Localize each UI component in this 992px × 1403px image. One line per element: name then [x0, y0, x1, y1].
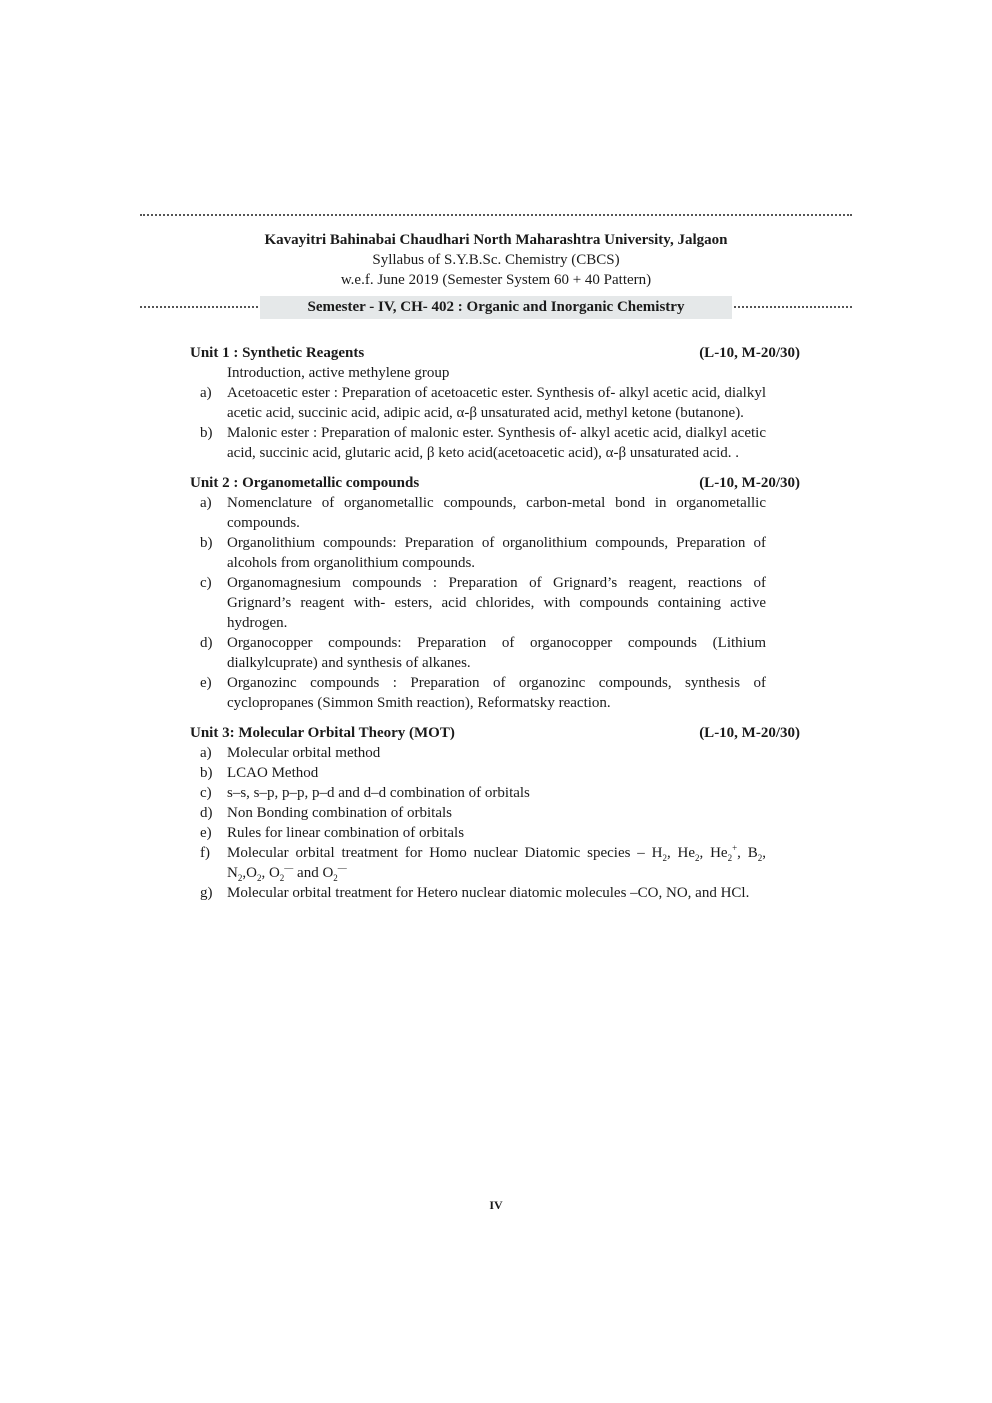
item-label: g)	[200, 885, 213, 901]
page-number: IV	[489, 1198, 503, 1212]
unit-title: Unit 3: Molecular Orbital Theory (MOT)	[190, 725, 455, 741]
unit-title: Unit 1 : Synthetic Reagents	[190, 345, 365, 361]
unit-header	[190, 723, 800, 743]
unit-title: Unit 2 : Organometallic compounds	[190, 475, 420, 491]
item-text: Non Bonding combination of orbitals	[227, 805, 452, 821]
text-segment: , He	[666, 845, 696, 861]
item-text: Molecular orbital method	[227, 745, 381, 761]
list-item	[190, 633, 800, 673]
syllabus-content	[190, 343, 800, 913]
item-label: d)	[200, 635, 213, 651]
superscript: +	[732, 843, 738, 853]
subscript: 2	[237, 873, 243, 883]
item-label: d)	[200, 805, 213, 821]
item-label: a)	[200, 495, 212, 511]
subscript: 2	[757, 853, 763, 863]
item-label: f)	[200, 845, 210, 861]
syllabus-subtitle: Syllabus of S.Y.B.Sc. Chemistry (CBCS)	[372, 252, 620, 268]
list-item	[190, 743, 800, 763]
unit-section	[190, 343, 800, 463]
unit-section	[190, 723, 800, 903]
unit-marks: (L-10, M-20/30)	[699, 345, 800, 361]
item-text: s–s, s–p, p–p, p–d and d–d combination of orbitals	[227, 785, 530, 801]
item-label: e)	[200, 825, 212, 841]
list-item	[190, 673, 800, 713]
subscript: 2	[695, 853, 700, 863]
wef-line: w.e.f. June 2019 (Semester System 60 + 40 Pattern)	[340, 272, 652, 288]
text-segment: ,O	[242, 865, 257, 881]
item-text: Rules for linear combination of orbitals	[227, 825, 465, 841]
unit-section	[190, 473, 800, 713]
unit-marks: (L-10, M-20/30)	[699, 475, 800, 491]
item-text: Organomagnesium compounds : Preparation of Grignard’s reagent, reactions of Grignard’s reagent with- esters, acid chlorides, with compounds containing active hydrogen.	[227, 575, 766, 631]
right-divider	[734, 306, 852, 308]
list-item	[190, 383, 800, 423]
item-text: Molecular orbital treatment for Hetero nuclear diatomic molecules –CO, NO, and HCl.	[227, 885, 750, 901]
list-item	[190, 783, 800, 803]
item-label: e)	[200, 675, 212, 691]
top-divider	[140, 214, 852, 216]
unit-intro: Introduction, active methylene group	[227, 365, 450, 381]
text-segment: , He	[699, 845, 728, 861]
list-item	[190, 803, 800, 823]
text-segment: , O	[261, 865, 280, 881]
unit-header	[190, 473, 800, 493]
item-label: c)	[200, 785, 212, 801]
subscript: 2	[727, 853, 733, 863]
item-label: a)	[200, 385, 212, 401]
text-segment: Molecular orbital treatment for Homo nuclear Diatomic species – H	[227, 845, 663, 861]
item-text: LCAO Method	[227, 765, 319, 781]
item-text: Organozinc compounds : Preparation of organozinc compounds, synthesis of cyclopropanes (Simmon Smith reaction), Reformatsky reaction.	[227, 675, 766, 711]
unit-header	[190, 343, 800, 363]
unit-marks: (L-10, M-20/30)	[699, 725, 800, 741]
list-item	[190, 763, 800, 783]
text-segment: and O	[293, 865, 334, 881]
item-text: Organolithium compounds: Preparation of organolithium compounds, Preparation of alcohols from organolithium compounds.	[227, 535, 766, 571]
item-text: Nomenclature of organometallic compounds, carbon-metal bond in organometallic compounds.	[227, 495, 766, 531]
university-title: Kavayitri Bahinabai Chaudhari North Maharashtra University, Jalgaon	[264, 232, 728, 248]
item-label: b)	[200, 765, 213, 781]
item-text: Organocopper compounds: Preparation of organocopper compounds (Lithium dialkylcuprate) and synthesis of alkanes.	[227, 635, 766, 671]
semester-heading: Semester - IV, CH- 402 : Organic and Inorganic Chemistry	[260, 296, 732, 319]
list-item	[190, 843, 800, 883]
list-item	[190, 823, 800, 843]
item-label: c)	[200, 575, 212, 591]
item-label: b)	[200, 425, 213, 441]
item-text: Acetoacetic ester : Preparation of acetoacetic ester. Synthesis of- alkyl acetic acid, dialkyl acetic acid, succinic acid, adipic acid, α-β unsaturated acid, methyl ketone (butanone).	[227, 385, 766, 421]
text-segment: , N	[227, 845, 766, 881]
item-text: Malonic ester : Preparation of malonic ester. Synthesis of- alkyl acetic acid, dialkyl acetic acid, succinic acid, glutaric acid, β keto acid(acetoacetic acid), α-β unsaturated acid. .	[227, 425, 766, 461]
subscript: 2	[279, 873, 285, 883]
item-text	[227, 843, 766, 883]
list-item	[190, 883, 800, 903]
list-item	[190, 423, 800, 463]
subscript: 2	[256, 873, 262, 883]
list-item	[190, 573, 800, 633]
item-label: b)	[200, 535, 213, 551]
subscript: 2	[333, 873, 338, 883]
text-segment: , B	[737, 845, 758, 861]
item-label: a)	[200, 745, 212, 761]
subscript: 2	[662, 853, 667, 863]
left-divider	[140, 306, 258, 308]
list-item	[190, 533, 800, 573]
superscript: —	[284, 863, 294, 873]
superscript: —	[337, 863, 347, 873]
list-item	[190, 493, 800, 533]
